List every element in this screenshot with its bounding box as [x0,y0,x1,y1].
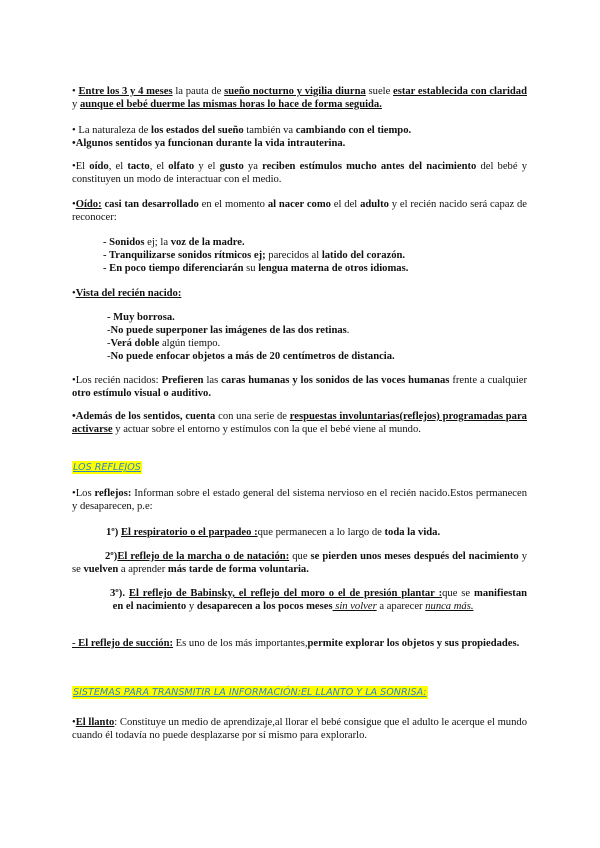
paragraph-preferences: •Los recién nacidos: Prefieren las caras humanas y los sonidos de las voces humanas frente a cualquier otro estímulo visual o auditivo. [72,375,527,399]
list-item: -No puede enfocar objetos a más de 20 centímetros de distancia. [107,351,395,362]
heading-vision: •Vista del recién nacido: [72,288,182,299]
paragraph-senses: •El oído, el tacto, el olfato y el gusto ya reciben estímulos mucho antes del nacimiento del bebé y constituyen un modo de interactuar con el medio. [72,161,528,185]
paragraph-hearing: •Oído: casi tan desarrollado en el momento al nacer como el del adulto y el recién nacido será capaz de reconocer: [72,199,527,223]
vision-list [107,311,395,363]
paragraph-crying: •El llanto: Constituye un medio de aprendizaje,al llorar el bebé consigue que el adulto le acerque el mundo cuando él todavía no puede desplazarse por sí mismo para explorarlo. [72,717,527,741]
list-item: - Tranquilizarse sonidos rítmicos ej; parecidos al latido del corazón. [103,250,406,261]
paragraph-involuntary-responses: •Además de los sentidos, cuenta con una serie de respuestas involuntarias(reflejos) programadas para activarse y actuar sobre el entorno y estímulos con la que el bebé viene al mundo. [72,411,527,435]
hearing-list [103,236,408,275]
paragraph-reflexes: •Los reflejos: Informan sobre el estado general del sistema nervioso en el recién nacido.Estos permanecen y desaparecen, p.e: [72,488,527,512]
reflex-item-3: 3º). El reflejo de Babinsky, el reflejo del moro o el de presión plantar :que se manifiestan en el nacimiento y desaparecen a los pocos meses sin volver a aparecer nunca más. [110,588,528,612]
reflex-item-2: 2º)El reflejo de la marcha o de natación: que se pierden unos meses después del nacimiento y se vuelven a aprender más tarde de forma voluntaria. [72,551,527,575]
paragraph-suction-reflex: - El reflejo de succión: Es uno de los más importantes,permite explorar los objetos y sus propiedades. [72,638,520,649]
paragraph-sleep-pattern: • Entre los 3 y 4 meses la pauta de sueño nocturno y vigilia diurna suele estar establecida con claridad y aunque el bebé duerme las mismas horas lo hace de forma seguida. [72,86,527,110]
section-heading-communication: SISTEMAS PARA TRANSMITIR LA INFORMACIÓN:EL LLANTO Y LA SONRISA: [73,687,427,698]
list-item: - Muy borrosa. [107,312,175,323]
section-heading-reflexes: LOS REFLEJOS [73,462,141,473]
list-item: - En poco tiempo diferenciarán su lengua materna de otros idiomas. [103,263,409,274]
paragraph-sleep-states: • La naturaleza de los estados del sueño también va cambiando con el tiempo. •Algunos sentidos ya funcionan durante la vida intrauterina. [72,125,412,149]
list-item: -Verá doble algún tiempo. [107,338,221,349]
list-item: -No puede superponer las imágenes de las dos retinas. [107,325,350,336]
reflex-item-1: 1º) El respiratorio o el parpadeo :que permanecen a lo largo de toda la vida. [106,527,441,538]
list-item: - Sonidos ej; la voz de la madre. [103,237,245,248]
